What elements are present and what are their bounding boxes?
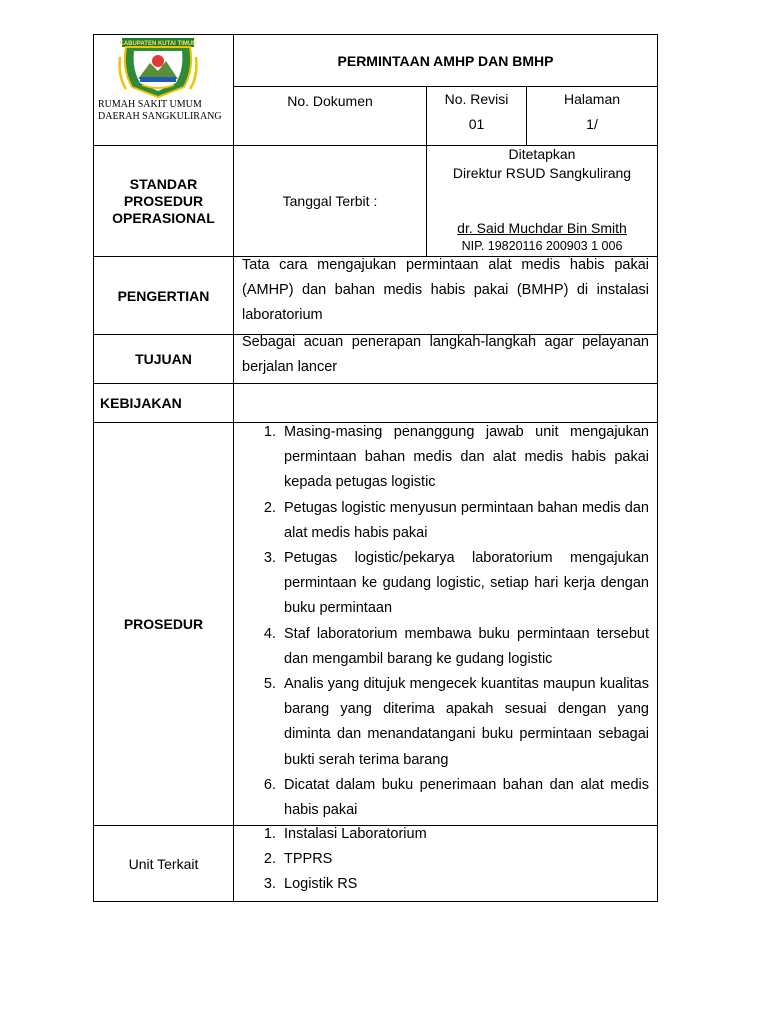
revision-value: 01: [468, 116, 485, 132]
prosedur-step: 1. Masing-masing penanggung jawab unit mengajukan permintaan bahan medis dan alat medis habis pakai kepada petugas logistic: [280, 420, 649, 496]
unit-item: 1. Instalasi Laboratorium: [280, 822, 649, 847]
institution-name-line1: RUMAH SAKIT UMUM: [98, 99, 202, 110]
document-title: PERMINTAAN AMHP DAN BMHP: [233, 34, 658, 87]
prosedur-step: 6. Dicatat dalam buku penerimaan bahan dan alat medis habis pakai: [280, 773, 649, 823]
pengertian-label-cell: [93, 256, 234, 335]
prosedur-content-cell: [233, 422, 658, 826]
doc-number-label: No. Dokumen: [287, 93, 373, 109]
kebijakan-content-cell: [233, 383, 658, 423]
tujuan-text: Sebagai acuan penerapan langkah-langkah agar pelayanan berjalan lancer: [242, 334, 649, 375]
approval-role: Direktur RSUD Sangkulirang: [452, 165, 632, 181]
sop-label-cell: [93, 145, 234, 257]
unit-item: 2. TPPRS: [280, 847, 649, 872]
signatory-nip: NIP. 19820116 200903 1 006: [461, 239, 623, 253]
approval-title: Ditetapkan: [508, 146, 576, 162]
prosedur-step: 2. Petugas logistic menyusun permintaan bahan medis dan alat medis habis pakai: [280, 496, 649, 546]
tujuan-content-cell: [233, 334, 658, 384]
prosedur-step: 4. Staf laboratorium membawa buku permintaan tersebut dan mengambil barang ke gudang logistic: [280, 622, 649, 672]
institution-name-line2: DAERAH SANGKULIRANG: [98, 111, 222, 122]
institution-cell: [93, 34, 234, 146]
prosedur-label: PROSEDUR: [123, 616, 204, 632]
prosedur-step: 3. Petugas logistic/pekarya laboratorium mengajukan permintaan ke gudang logistic, setiap hari kerja dengan buku permintaan: [280, 546, 649, 622]
tujuan-label: TUJUAN: [135, 351, 192, 367]
prosedur-steps-list: [234, 420, 649, 823]
unit-item: 3. Logistik RS: [280, 872, 649, 897]
sop-label-line3: OPERASIONAL: [112, 209, 215, 226]
revision-cell: [426, 86, 527, 146]
approval-cell: [426, 145, 658, 257]
pengertian-text: Tata cara mengajukan permintaan alat medis habis pakai (AMHP) dan bahan medis habis pakai (BMHP) di instalasi laboratorium: [242, 257, 649, 323]
doc-number-cell: [233, 86, 427, 146]
revision-label: No. Revisi: [444, 91, 509, 107]
prosedur-label-cell: [93, 422, 234, 826]
kebijakan-label: KEBIJAKAN: [100, 395, 182, 411]
issue-date-label: Tanggal Terbit :: [282, 193, 378, 209]
prosedur-step: 5. Analis yang ditujuk mengecek kuantitas maupun kualitas barang yang diterima apakah sesuai dengan yang diminta dan menandatangani buku permintaan sebagai bukti serah terima barang: [280, 672, 649, 773]
logo-banner-text: KABUPATEN KUTAI TIMUR: [119, 41, 197, 47]
unit-content-cell: [233, 825, 658, 902]
signatory-name: dr. Said Muchdar Bin Smith: [457, 220, 627, 236]
unit-list: [234, 822, 649, 897]
unit-label: Unit Terkait: [128, 855, 199, 872]
page-cell: [526, 86, 658, 146]
page-label: Halaman: [563, 91, 621, 107]
sop-label-line1: STANDAR: [129, 175, 198, 192]
page-value: 1/: [586, 116, 598, 132]
sop-document: [93, 34, 658, 902]
hospital-logo-icon: [118, 37, 198, 99]
kebijakan-label-cell: [93, 383, 234, 423]
pengertian-content-cell: [233, 256, 658, 335]
sop-label-line2: PROSEDUR: [123, 192, 204, 209]
tujuan-label-cell: [93, 334, 234, 384]
issue-date-cell: [233, 145, 427, 257]
unit-label-cell: [93, 825, 234, 902]
pengertian-label: PENGERTIAN: [117, 287, 210, 304]
